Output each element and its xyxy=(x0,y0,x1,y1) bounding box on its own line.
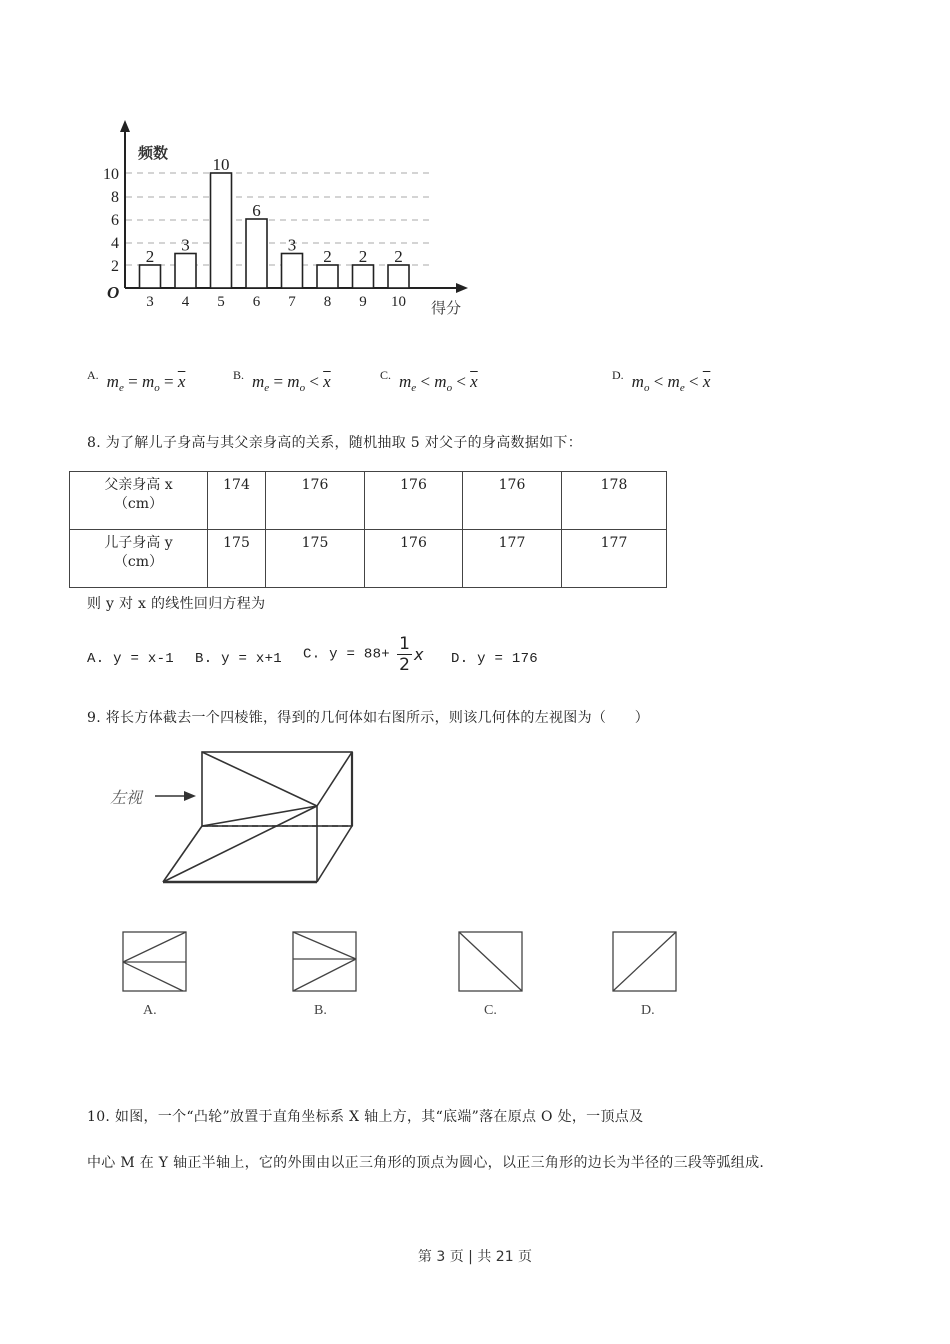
height-data-table xyxy=(69,471,667,588)
table-cell: 177 xyxy=(463,530,562,588)
x-tick-labels xyxy=(146,294,406,310)
bar-value-label: 2 xyxy=(358,247,368,266)
table-row xyxy=(70,530,667,588)
y-tick-labels xyxy=(103,166,119,275)
table-cell: 174 xyxy=(208,472,266,530)
bar xyxy=(246,219,267,288)
bar xyxy=(317,265,338,288)
bar xyxy=(140,265,161,288)
y-tick-label: 10 xyxy=(103,166,119,183)
option-letter: A. xyxy=(87,368,99,382)
table-cell: 178 xyxy=(562,472,667,530)
view-option-c xyxy=(450,925,530,995)
view-option-a-label: A. xyxy=(143,1003,157,1018)
table-cell: 175 xyxy=(266,530,365,588)
frequency-bar-chart xyxy=(95,115,485,330)
option-expression: $m_e = m_o < \overline{x}$ xyxy=(252,372,331,394)
view-option-c-label: C. xyxy=(484,1003,497,1018)
table-cell: 176 xyxy=(266,472,365,530)
table-cell: 176 xyxy=(463,472,562,530)
table-cell: 177 xyxy=(562,530,667,588)
truncated-cuboid-figure xyxy=(100,745,370,890)
table-cell: 176 xyxy=(365,530,463,588)
y-axis-label: 频数 xyxy=(138,144,169,162)
q7-option-d xyxy=(612,368,711,394)
q9-stem: 9. 将长方体截去一个四棱锥，得到的几何体如右图所示，则该几何体的左视图为（ ） xyxy=(87,710,650,726)
y-tick-label: 4 xyxy=(111,235,119,252)
x-tick-label: 7 xyxy=(288,294,296,310)
bar-value-labels xyxy=(146,155,403,266)
option-letter: D. xyxy=(612,368,624,382)
table-cell: 175 xyxy=(208,530,266,588)
y-tick-label: 8 xyxy=(111,189,119,206)
grid-lines xyxy=(126,173,432,265)
x-tick-label: 9 xyxy=(359,294,367,310)
x-tick-label: 8 xyxy=(323,294,332,310)
view-option-b-label: B. xyxy=(314,1003,327,1018)
q8-option-a: A. y = x-1 xyxy=(87,651,175,667)
arrow-icon xyxy=(184,791,196,801)
q8-option-c: C. y = 88+ $\frac{1}{2}$ x xyxy=(303,634,424,675)
bar-value-label: 2 xyxy=(323,247,332,266)
view-option-a xyxy=(115,925,195,995)
page-footer: 第 3 页 | 共 21 页 xyxy=(417,1249,533,1265)
option-expression: $m_e < m_o < \overline{x}$ xyxy=(399,372,478,394)
q10-line2: 中心 M 在 Y 轴正半轴上，它的外围由以正三角形的顶点为圆心，以正三角形的边长为半径的三段等弧组成. xyxy=(87,1155,765,1171)
bar xyxy=(211,173,232,288)
bar xyxy=(282,254,303,289)
x-tick-label: 4 xyxy=(181,294,190,310)
q8-option-b: B. y = x+1 xyxy=(195,651,283,667)
y-tick-label: 6 xyxy=(111,212,119,229)
table-row xyxy=(70,472,667,530)
x-tick-label: 5 xyxy=(217,294,225,310)
x-tick-label: 10 xyxy=(391,294,406,310)
bar-value-label: 2 xyxy=(145,247,155,266)
option-letter: C. xyxy=(380,368,392,382)
bar-value-label: 6 xyxy=(252,201,261,220)
bar-value-label: 10 xyxy=(212,155,230,174)
bars xyxy=(140,173,410,288)
view-option-d xyxy=(605,925,685,995)
view-option-b xyxy=(285,925,365,995)
q7-option-c xyxy=(380,368,478,394)
row-header: 父亲身高 x （cm） xyxy=(70,472,208,530)
q8-stem: 8. 为了解儿子身高与其父亲身高的关系，随机抽取 5 对父子的身高数据如下： xyxy=(87,435,583,451)
y-tick-label: 2 xyxy=(111,258,119,275)
view-label: 左视 xyxy=(110,788,143,807)
origin-label: O xyxy=(107,283,120,302)
table-cell: 176 xyxy=(365,472,463,530)
q10-line1: 10. 如图，一个“凸轮”放置于直角坐标系 X 轴上方，其“底端”落在原点 O 处，一顶点及 xyxy=(87,1109,644,1125)
q7-option-b xyxy=(233,368,331,394)
option-letter: B. xyxy=(233,368,245,382)
bar xyxy=(175,254,196,289)
q8-prompt: 则 y 对 x 的线性回归方程为 xyxy=(87,596,266,612)
bar-value-label: 2 xyxy=(394,247,403,266)
x-tick-label: 3 xyxy=(146,294,154,310)
bar-value-label: 3 xyxy=(287,235,297,255)
option-expression: $m_o < m_e < \overline{x}$ xyxy=(631,372,711,394)
bar xyxy=(353,265,374,288)
q8-option-d: D. y = 176 xyxy=(451,651,539,667)
bar-value-label: 3 xyxy=(181,235,190,255)
bar xyxy=(388,265,409,288)
x-tick-label: 6 xyxy=(252,294,261,310)
x-axis-label: 得分 xyxy=(431,299,462,317)
option-expression: $m_e = m_o = \overline{x}$ xyxy=(106,372,186,394)
row-header: 儿子身高 y （cm） xyxy=(70,530,208,588)
fraction: $\frac{1}{2}$ xyxy=(399,634,410,675)
view-option-d-label: D. xyxy=(641,1003,655,1018)
q7-option-a xyxy=(87,368,186,394)
